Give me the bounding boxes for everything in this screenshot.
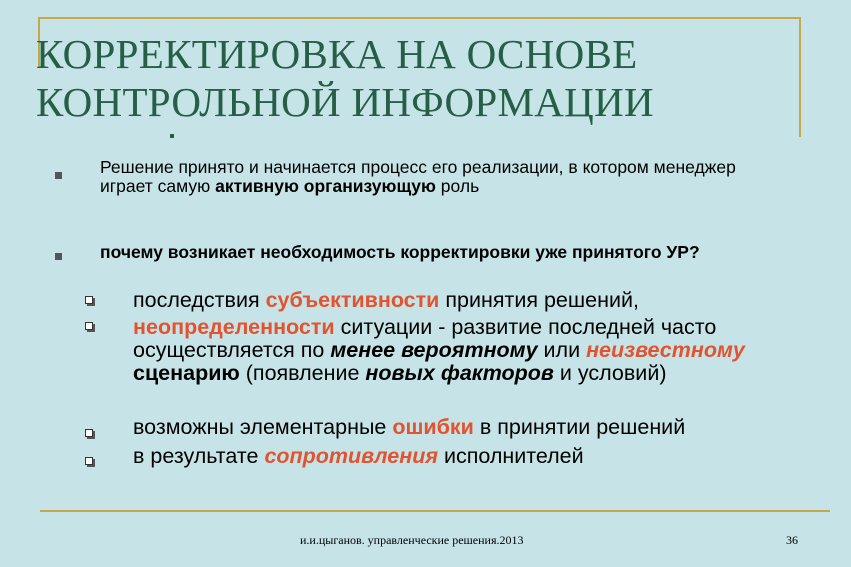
sub-item-1-highlight: субъективности	[265, 288, 440, 312]
sub-item-2-highlight: неопределенности	[133, 315, 335, 339]
frame-right-line	[799, 17, 801, 137]
square-bullet-icon	[55, 172, 62, 179]
sub-item-4-highlight: сопротивления	[264, 444, 438, 468]
sub-item-4	[133, 445, 813, 468]
footer-author: и.и.цыганов. управленческие решения.2013	[300, 533, 524, 547]
checkbox-bullet-icon	[85, 296, 93, 304]
sub-item-3	[133, 416, 813, 439]
sub-item-2-emphasis: новых факторов	[365, 361, 554, 385]
bullet-2-text: почему возникает необходимость корректировки уже принятого УР?	[100, 242, 700, 262]
checkbox-bullet-icon	[85, 322, 93, 330]
sub-item-2-part: ситуации - развитие последней часто осуществляется по	[133, 315, 717, 362]
sub-item-3-highlight: ошибки	[392, 415, 474, 439]
sub-item-4-part: исполнителей	[438, 444, 584, 468]
page-number: 36	[786, 533, 798, 547]
slide-title-line-2: КОНТРОЛЬНОЙ ИНФОРМАЦИИ	[36, 79, 654, 125]
sub-item-2-part: и условий)	[553, 361, 667, 385]
sub-item-1-part: принятия решений,	[439, 288, 639, 312]
frame-top-line	[38, 17, 801, 19]
sub-item-2-highlight: неизвестному	[586, 338, 745, 362]
sub-item-1-part: последствия	[133, 288, 266, 312]
checkbox-bullet-icon	[85, 457, 93, 465]
checkbox-bullet-icon	[85, 429, 93, 437]
sub-item-4-part: в результате	[133, 444, 265, 468]
sub-item-2-part: или	[537, 338, 587, 362]
bullet-1-part-3: роль	[435, 176, 480, 196]
sub-item-2	[133, 316, 813, 385]
sub-item-2-emphasis: сценарию	[133, 361, 240, 385]
sub-item-2-emphasis: менее вероятному	[330, 338, 538, 362]
frame-bottom-line	[40, 510, 830, 512]
sub-item-3-part: в принятии решений	[473, 415, 686, 439]
slide-title	[36, 30, 776, 126]
title-dot	[170, 134, 174, 138]
square-bullet-icon	[55, 253, 62, 260]
bullet-1-emphasis: активную организующую	[215, 176, 436, 196]
bullet-1-text	[100, 158, 790, 196]
slide-title-line-1: КОРРЕКТИРОВКА НА ОСНОВЕ	[36, 31, 638, 77]
sub-item-1	[133, 289, 813, 312]
bullet-1-part-1: Решение принято и начинается процесс его реализации, в котором менеджер играет самую	[100, 157, 736, 196]
sub-item-2-part: (появление	[239, 361, 366, 385]
sub-item-3-part: возможны элементарные	[133, 415, 393, 439]
